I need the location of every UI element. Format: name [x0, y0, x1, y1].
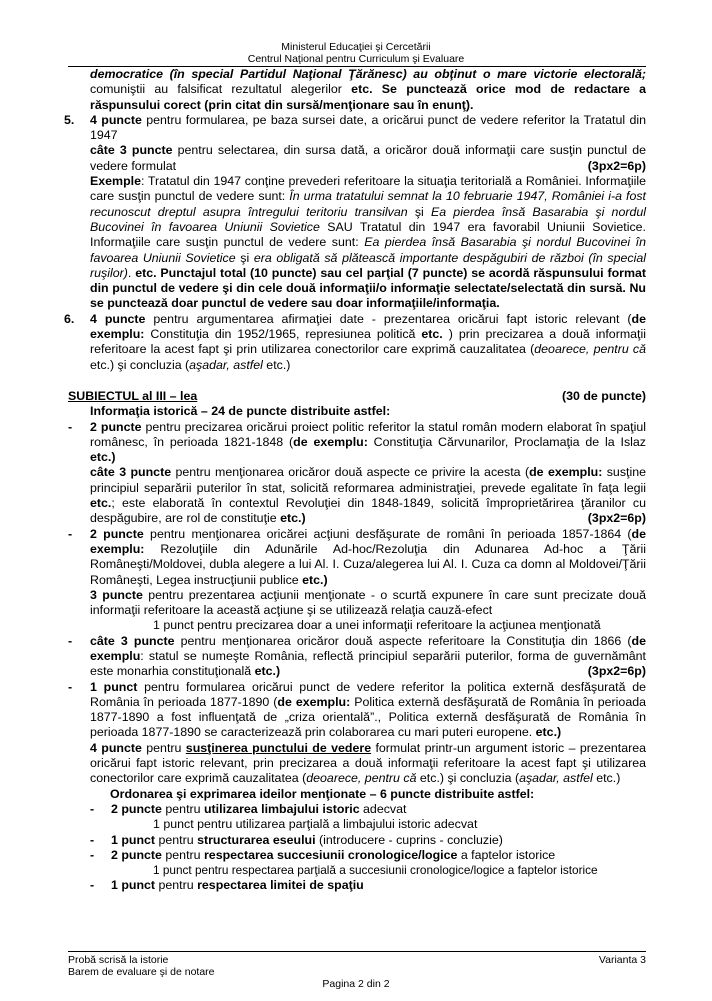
- score: (3px2=6p): [587, 511, 646, 526]
- score: (3px2=6p): [587, 664, 646, 679]
- header-center: Centrul Naţional pentru Curriculum şi Evaluare: [247, 53, 465, 65]
- org-3: - 2 puncte pentru respectarea succesiunii cronologice/logice a faptelor istorice 1 punct pentru respectarea parţială a succesiunii cronologice/logice a faptelor istorice: [90, 847, 598, 878]
- header-ministry: Ministerul Educaţiei şi Cercetării: [281, 41, 431, 53]
- bullet-4: - 1 punct pentru formularea oricărui punct de vedere referitor la politica externă desfăşurată de România în perioada 1877-1890 (de exemplu: Politica externă desfăşurată de România în perioada 1877-1890 a fost influenţată de „criza orientală”., Politica externă desfăşurată de România în perioada 1877-1890 se caracterizează prin colaborarea cu mari puteri europene. etc.) 4 puncte pentru susţinerea punctului de vedere formulat printr-un argument istoric – prezentarea oricărui fapt istoric relevant, prin precizarea a două informaţii referitoare la acest fapt şi utilizarea conectorilor care exprimă cauzalitatea (deoarece, pentru că etc.) şi concluzia (aşadar, astfel etc.): [68, 679, 646, 786]
- bullet-3: - câte 3 puncte pentru menţionarea oricăror două aspecte referitoare la Constituţia din 1866 (de exemplu: statul se numeşte România, reflectă principiul separării puterilor, forma de guvernământ este monarhia constituţională etc.) (3px2=6p): [68, 633, 646, 679]
- item5-examples: Exemple: Tratatul din 1947 conţine prevederi referitoare la situaţia teritorială a României. Informaţiile care susţin punctul de vedere sunt: În urma tratatului semnat la 10 februarie 1947, României i-a fost recunoscut dreptul asupra întregului teritoriu transilvan şi Ea pierdea însă Basarabia şi nordul Bucovinei în favoarea Uniunii Sovietice SAU Tratatul din 1947 era favorabil Uniunii Sovietice. Informaţiile care susţin punctul de vedere sunt: Ea pierdea însă Basarabia şi nordul Bucovinei în favoarea Uniunii Sovietice şi era obligată să plătească importante despăgubiri de război (în special ruşilor). etc. Punctajul total (10 puncte) sau cel parţial (7 puncte) se acordă răspunsului format din punctul de vedere şi din cele două informaţii/o informaţie selectate/selectată din sursă. Nu se punctează doar punctul de vedere sau doar informaţiile/informaţia.: [90, 174, 646, 311]
- footer-barem: Barem de evaluare şi de notare: [68, 966, 215, 978]
- item-5: 5. 4 puncte pentru formularea, pe baza sursei date, a oricărui punct de vedere referitor la Tratatul din 1947 câte 3 puncte pentru selectarea, din sursa dată, a oricăror două informaţii care susţin punctul de vedere formulat (3px2=6p) Exemple: Tratatul din 1947 conţine prevederi referitoare la situaţia teritorială a României. Informaţiile care susţin punctul de vedere sunt: În urma tratatului semnat la 10 februarie 1947, României i-a fost recunoscut dreptul asupra întregului teritoriu transilvan şi Ea pierdea însă Basarabia şi nordul Bucovinei în favoarea Uniunii Sovietice SAU Tratatul din 1947 era favorabil Uniunii Sovietice. Informaţiile care susţin punctul de vedere sunt: Ea pierdea însă Basarabia şi nordul Bucovinei în favoarea Uniunii Sovietice şi era obligată să plătească importante despăgubiri de război (în special ruşilor). etc. Punctajul total (10 puncte) sau cel parţial (7 puncte) se acordă răspunsului format din punctul de vedere şi din cele două informaţii/o informaţie selectate/selectată din sursă. Nu se punctează doar punctul de vedere sau doar informaţiile/informaţia.: [64, 112, 647, 311]
- org-heading: Ordonarea şi exprimarea ideilor menţionate – 6 puncte distribuite astfel:: [110, 786, 535, 801]
- subject-3-title: SUBIECTUL al III – lea (30 de puncte): [68, 388, 646, 403]
- org-4: - 1 punct pentru respectarea limitei de spaţiu: [90, 878, 364, 893]
- footer-exam: Probă scrisă la istorie: [68, 954, 169, 966]
- org-2: - 1 punct pentru structurarea eseului (introducere - cuprins - concluzie): [90, 832, 503, 847]
- info-heading: Informaţia istorică – 24 de puncte distribuite astfel:: [90, 404, 391, 419]
- subject-3-points: (30 de puncte): [562, 388, 646, 403]
- footer-variant: Varianta 3: [598, 954, 646, 966]
- item4-continuation: democratice (în special Partidul Naţional Ţărănesc) au obţinut o mare victorie electorală; comuniştii au falsificat rezultatul alegerilor etc. Se punctează orice mod de redactare a răspunsului corect (prin citat din sursă/menţionare sau în enunţ).: [90, 67, 646, 112]
- document-body: [64, 67, 647, 894]
- item-6: 6. 4 puncte pentru argumentarea afirmaţiei date - prezentarea oricărui fapt istoric relevant (de exemplu: Constituţia din 1952/1965, represiunea politică etc. ) prin precizarea a două informaţii referitoare la acest fapt şi prin utilizarea conectorilor care exprimă cauzalitatea (deoarece, pentru că etc.) şi concluzia (aşadar, astfel etc.): [64, 311, 647, 372]
- bullet-1: - 2 puncte pentru precizarea oricărui proiect politic referitor la statul român modern elaborat în spaţiul românesc, în perioada 1821-1848 (de exemplu: Constituţia Cărvunarilor, Proclamaţia de la Islaz etc.) câte 3 puncte pentru menţionarea oricăror două aspecte ce privire la acesta (de exemplu: susţine principiul separării puterilor în stat, solicită reformarea administraţiei, prevede egalitate în faţa legii etc.; este elaborată în contextul Revoluţiei din 1848-1849, solicită împroprietărirea ţăranilor cu despăgubire, are rol de constituţie etc.) (3px2=6p): [68, 419, 646, 526]
- bullet-2: - 2 puncte pentru menţionarea oricărei acţiuni desfăşurate de români în perioada 1857-1864 (de exemplu: Rezoluţiile din Adunările Ad-hoc/Rezoluţia din Adunarea Ad-hoc a Ţării Româneşti/Moldovei, dubla alegere a lui Al. I. Cuza/alegerea lui Al. I. Cuza ca domn al Moldovei/Ţării Româneşti, Legea instrucţiunii publice etc.) 3 puncte pentru prezentarea acţiunii menţionate - o scurtă expunere în care sunt precizate două informaţii referitoare la această acţiune şi se utilizează relaţia cauză-efect 1 punct pentru precizarea doar a unei informaţii referitoare la acţiunea menţionată: [68, 526, 647, 633]
- page-number: Pagina 2 din 2: [322, 978, 390, 990]
- org-1: - 2 puncte pentru utilizarea limbajului istoric adecvat 1 punct pentru utilizarea parţială a limbajului istoric adecvat: [90, 801, 478, 832]
- footer-rule: [68, 951, 646, 952]
- item-number: 5.: [64, 112, 75, 127]
- score: (3px2=6p): [587, 158, 646, 173]
- item-number: 6.: [64, 311, 75, 326]
